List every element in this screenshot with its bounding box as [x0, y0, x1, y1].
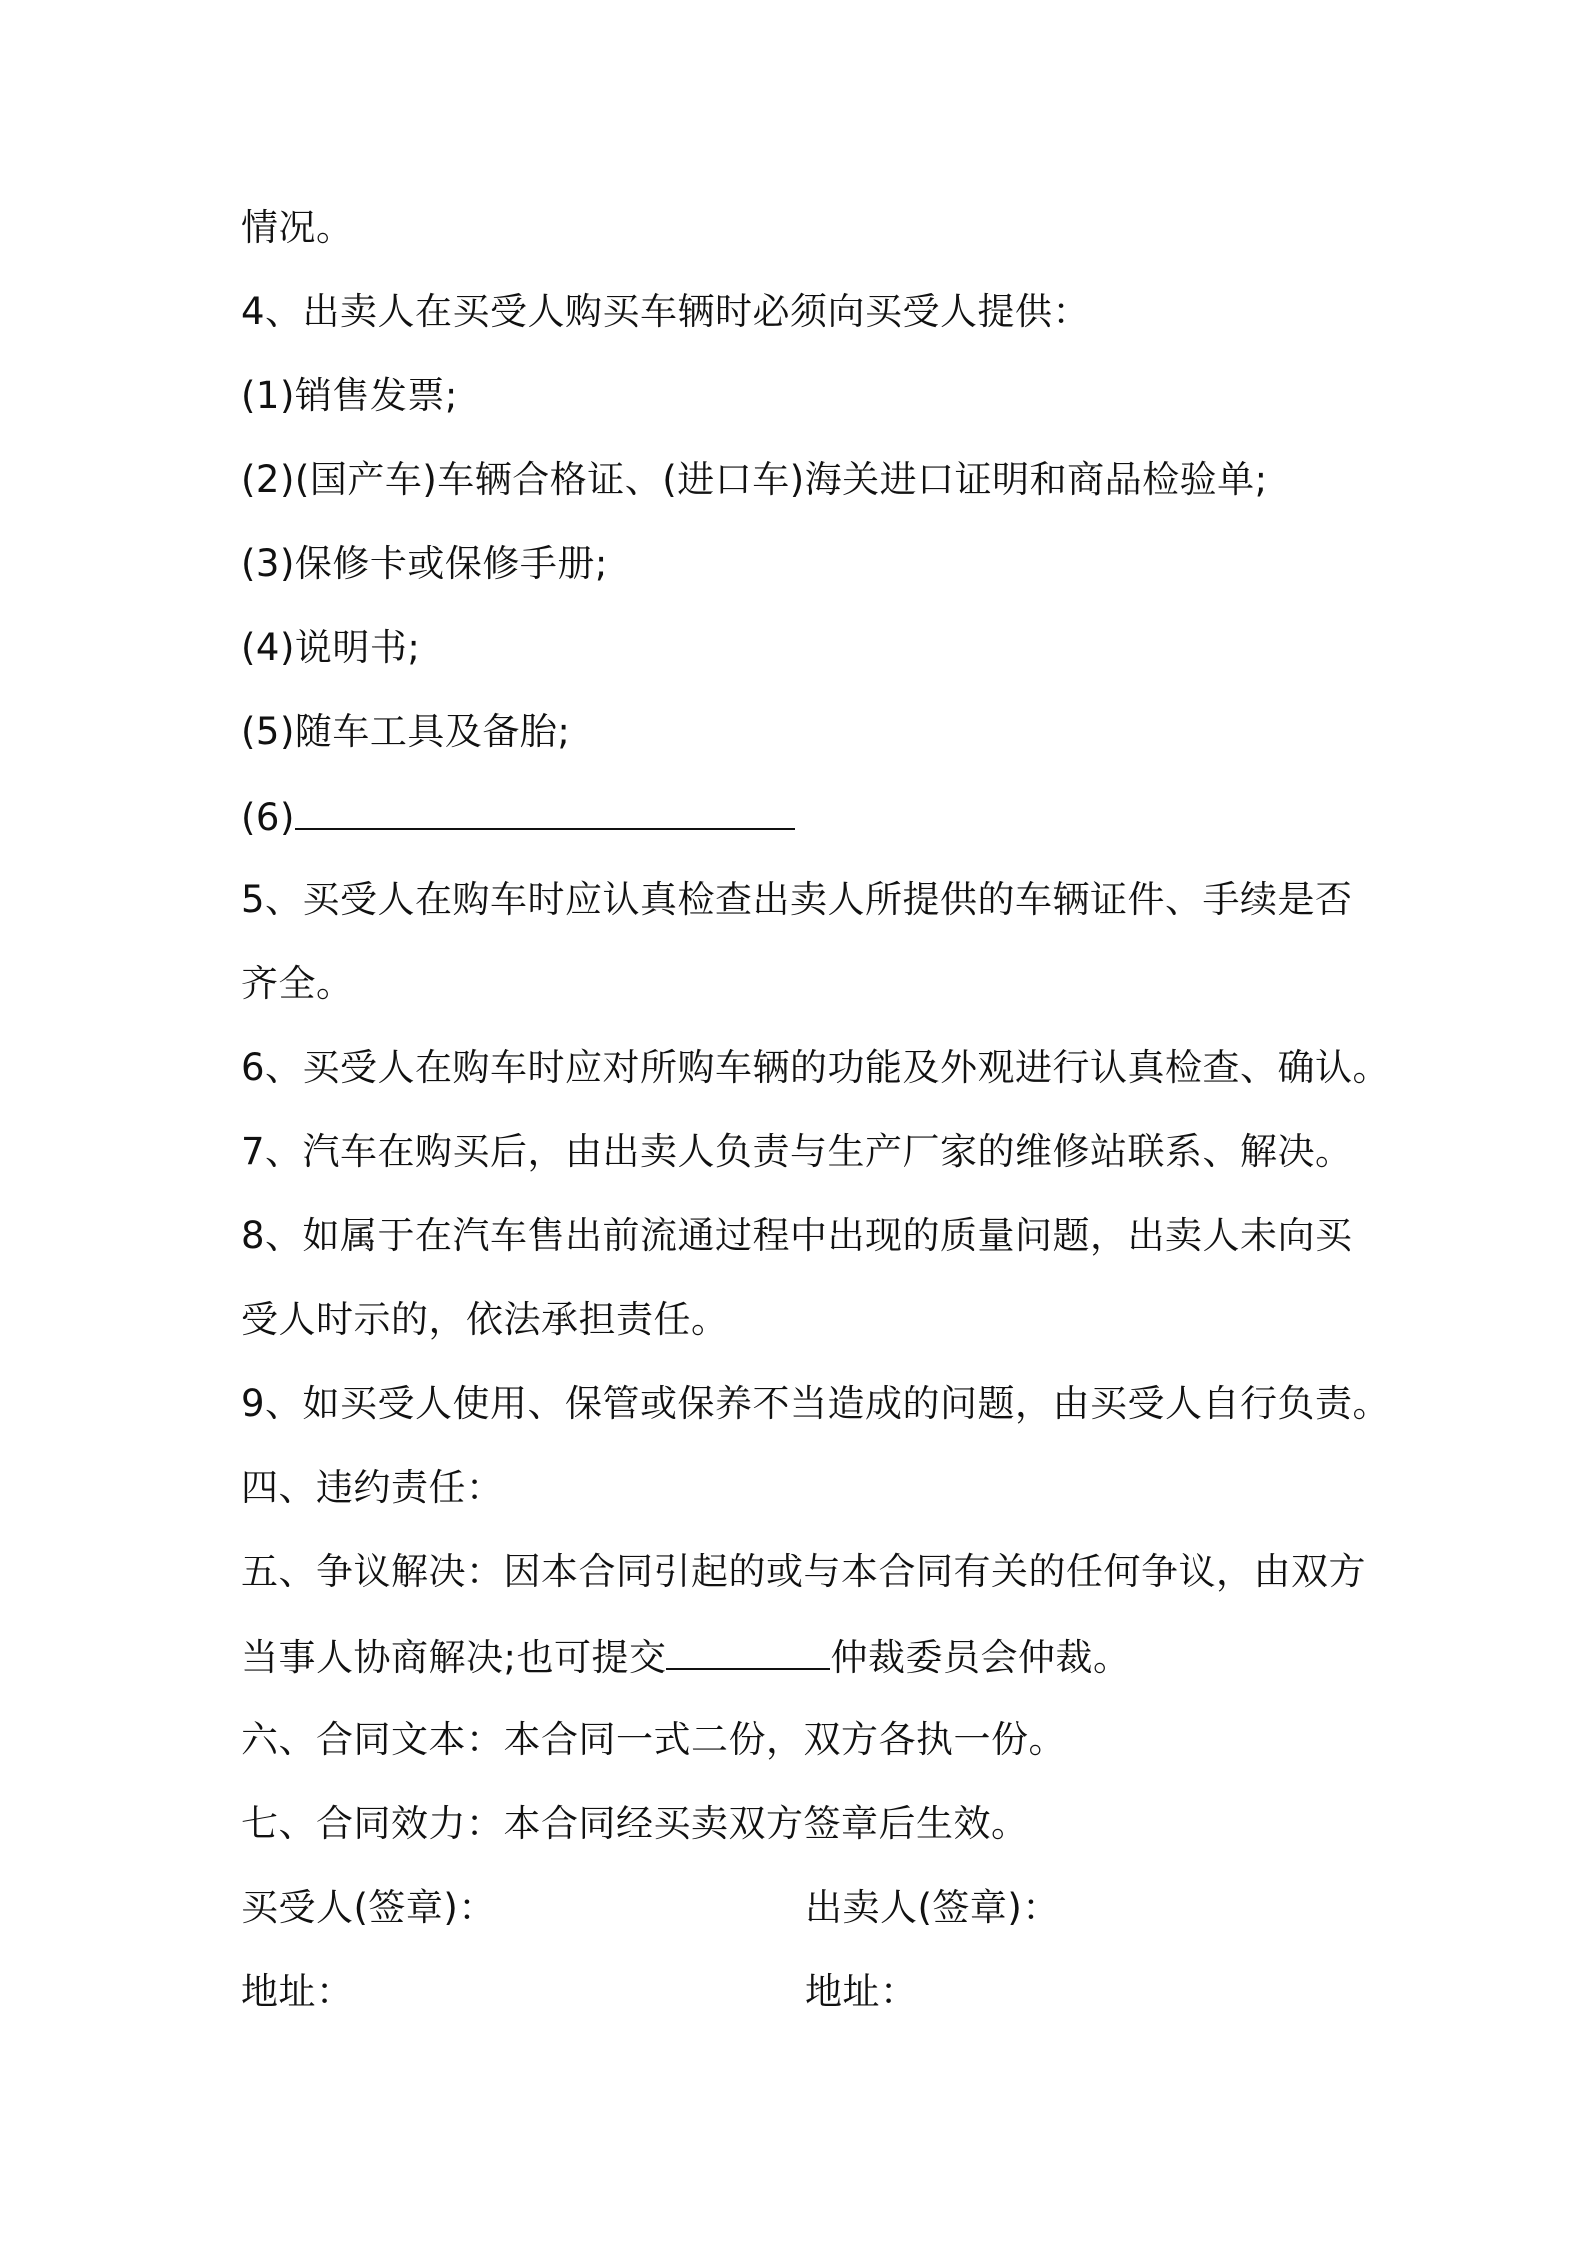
clause-8-line-2: 受人时示的，依法承担责任。: [241, 1298, 729, 1341]
item-3: (3)保修卡或保修手册;: [241, 542, 608, 585]
clause-9: 9、如买受人使用、保管或保养不当造成的问题，由买受人自行负责。: [241, 1382, 1391, 1425]
clause-5-line-1: 5、买受人在购车时应认真检查出卖人所提供的车辆证件、手续是否: [241, 878, 1353, 921]
section-5-text-b: 仲裁委员会仲裁。: [830, 1636, 1131, 1679]
section-5-line-1: 五、争议解决：因本合同引起的或与本合同有关的任何争议，由双方: [241, 1550, 1366, 1593]
seller-signature-label: 出卖人(签章)：: [805, 1886, 1060, 1929]
section-5-line-2: [241, 1632, 1130, 1682]
item-4: (4)说明书;: [241, 626, 421, 669]
item-1: (1)销售发票;: [241, 374, 458, 417]
item-2: (2)(国产车)车辆合格证、(进口车)海关进口证明和商品检验单;: [241, 458, 1268, 501]
clause-4-heading: 4、出卖人在买受人购买车辆时必须向买受人提供：: [241, 290, 1091, 333]
buyer-signature-label: 买受人(签章)：: [241, 1886, 496, 1929]
section-4-heading: 四、违约责任：: [241, 1466, 504, 1509]
item-6: [241, 792, 795, 842]
section-5-text-a: 当事人协商解决;也可提交: [241, 1636, 667, 1679]
address-row: [241, 1968, 918, 2016]
buyer-address-label: 地址：: [241, 1970, 354, 2013]
clause-8-line-1: 8、如属于在汽车售出前流通过程中出现的质量问题，出卖人未向买: [241, 1214, 1353, 1257]
clause-6: 6、买受人在购车时应对所购车辆的功能及外观进行认真检查、确认。: [241, 1046, 1391, 1089]
paragraph-line: 情况。: [241, 206, 354, 249]
section-6: 六、合同文本：本合同一式二份，双方各执一份。: [241, 1718, 1066, 1761]
fill-in-blank: [295, 792, 795, 830]
clause-5-line-2: 齐全。: [241, 962, 354, 1005]
clause-7: 7、汽车在购买后，由出卖人负责与生产厂家的维修站联系、解决。: [241, 1130, 1353, 1173]
seller-address-label: 地址：: [805, 1970, 918, 2013]
signature-row: [241, 1884, 1060, 1932]
item-5: (5)随车工具及备胎;: [241, 710, 571, 753]
arbitration-blank: [666, 1632, 830, 1670]
section-7: 七、合同效力：本合同经买卖双方签章后生效。: [241, 1802, 1029, 1845]
item-6-label: (6): [241, 796, 295, 839]
